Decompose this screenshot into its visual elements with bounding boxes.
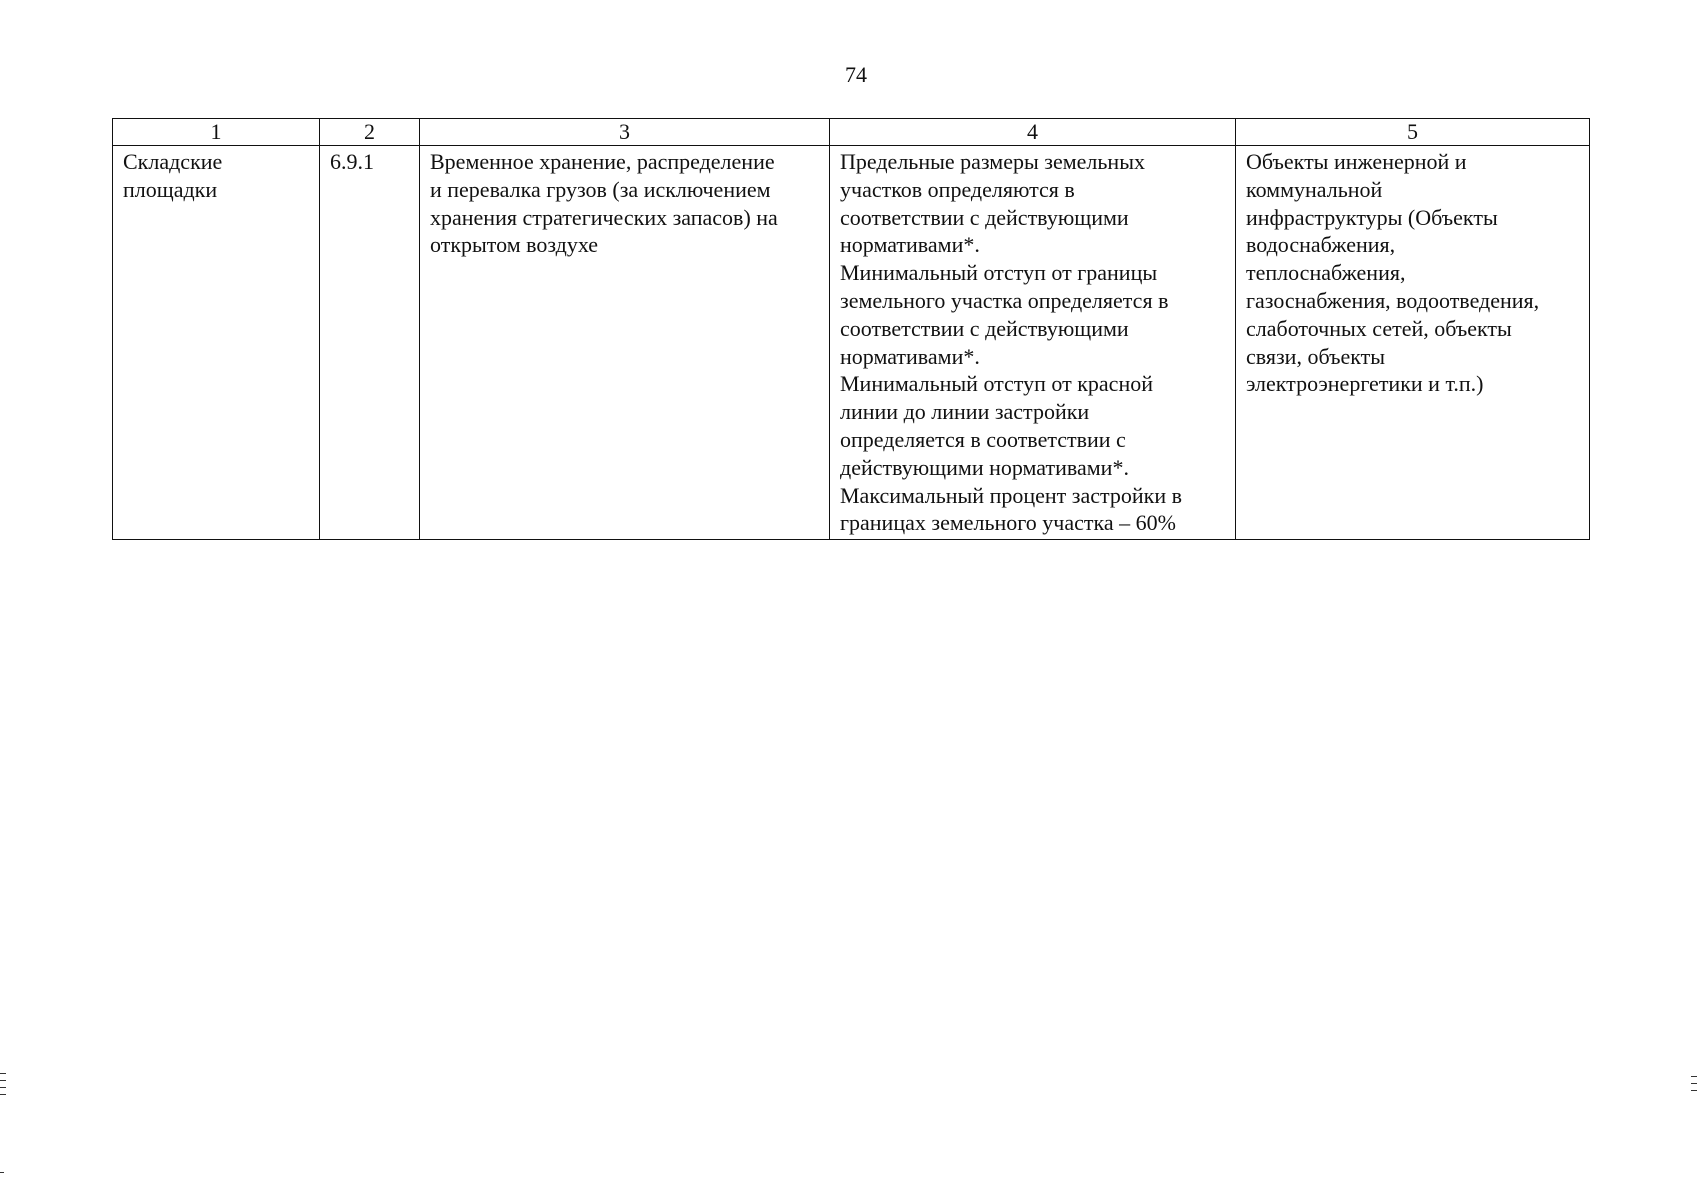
- regulations-table: [112, 118, 1590, 540]
- column-header-5: 5: [1236, 119, 1590, 146]
- parameters-line: земельного участка определяется в: [840, 287, 1169, 313]
- auxiliary-line: связи, объекты: [1246, 343, 1386, 369]
- description-line: Временное хранение, распределение: [430, 149, 775, 174]
- auxiliary-line: слаботочных сетей, объекты: [1246, 315, 1512, 341]
- parameters-line: участков определяются в: [840, 176, 1075, 202]
- parameters-line: линии до линии застройки: [840, 399, 1090, 425]
- auxiliary-line: Объекты инженерной и: [1246, 149, 1467, 174]
- auxiliary-line: электроэнергетики и т.п.): [1246, 371, 1484, 397]
- parameters-line: соответствии с действующими: [840, 204, 1129, 230]
- auxiliary-line: коммунальной: [1246, 176, 1383, 202]
- use-type-name-line: Складские: [123, 149, 223, 174]
- table-row: [113, 146, 1590, 540]
- auxiliary-line: теплоснабжения,: [1246, 260, 1406, 286]
- description-line: хранения стратегических запасов) на: [430, 204, 778, 230]
- column-header-4: 4: [830, 119, 1236, 146]
- parameters-line: нормативами*.: [840, 232, 980, 258]
- parameters-line: Предельные размеры земельных: [840, 149, 1145, 174]
- use-type-name-cell: [113, 146, 320, 540]
- auxiliary-line: газоснабжения, водоотведения,: [1246, 287, 1540, 313]
- use-type-code-cell: [320, 146, 420, 540]
- parameters-line: соответствии с действующими: [840, 315, 1129, 341]
- parameters-line: действующими нормативами*.: [840, 454, 1129, 480]
- use-type-name-line: площадки: [123, 176, 218, 202]
- use-type-code: 6.9.1: [330, 149, 374, 174]
- column-header-3: 3: [420, 119, 830, 146]
- use-type-description-cell: [420, 146, 830, 540]
- parameters-line: границах земельного участка – 60%: [840, 510, 1176, 536]
- column-header-2: 2: [320, 119, 420, 146]
- column-header-1: 1: [113, 119, 320, 146]
- description-line: и перевалка грузов (за исключением: [430, 176, 771, 202]
- description-line: открытом воздухе: [430, 232, 599, 258]
- page-number: 74: [845, 62, 867, 87]
- auxiliary-line: инфраструктуры (Объекты: [1246, 204, 1498, 230]
- table-header-row: [113, 119, 1590, 146]
- parameters-line: определяется в соответствии с: [840, 426, 1126, 452]
- parameters-line: Максимальный процент застройки в: [840, 482, 1182, 508]
- auxiliary-line: водоснабжения,: [1246, 232, 1396, 258]
- parameters-line: Минимальный отступ от красной: [840, 371, 1153, 397]
- parameters-cell: [830, 146, 1236, 540]
- parameters-line: нормативами*.: [840, 343, 980, 369]
- parameters-line: Минимальный отступ от границы: [840, 260, 1158, 286]
- auxiliary-uses-cell: [1236, 146, 1590, 540]
